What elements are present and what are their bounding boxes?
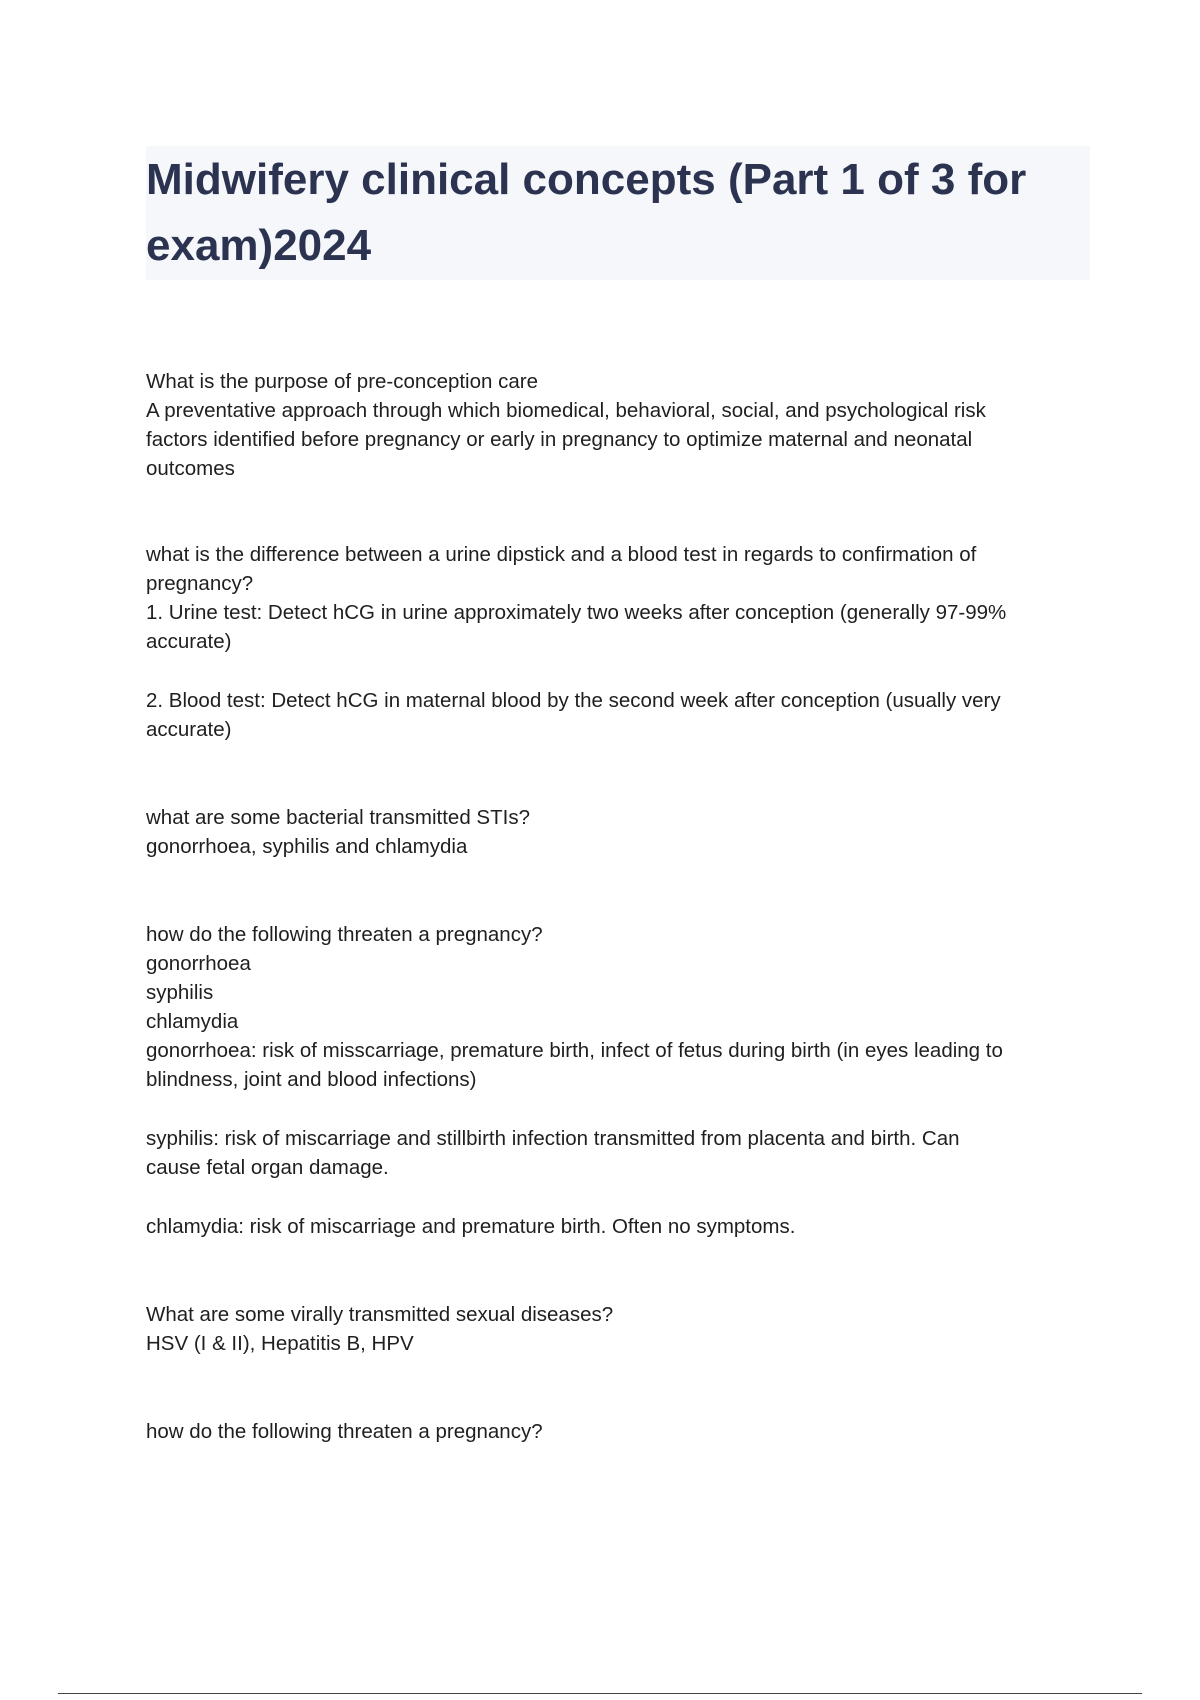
- answer-text: 1. Urine test: Detect hCG in urine approximately two weeks after conception (generally 97-99% accurate): [146, 601, 1007, 653]
- qa-item: [146, 920, 1090, 1241]
- qa-item: [146, 1300, 1090, 1358]
- footer-divider: [58, 1693, 1142, 1694]
- answer-text: gonorrhoea: risk of misscarriage, premature birth, infect of fetus during birth (in eyes leading to blindness, joint and blood infections): [146, 1039, 1003, 1091]
- page-title: Midwifery clinical concepts (Part 1 of 3 for exam)2024: [146, 155, 1027, 270]
- qa-item: [146, 1417, 1090, 1446]
- answer-text: 2. Blood test: Detect hCG in maternal blood by the second week after conception (usually very accurate): [146, 689, 1001, 741]
- question-text: What are some virally transmitted sexual diseases?: [146, 1303, 614, 1326]
- qa-content: [146, 367, 1090, 1446]
- question-text: What is the purpose of pre-conception care: [146, 370, 538, 393]
- answer-text: HSV (I & II), Hepatitis B, HPV: [146, 1332, 414, 1355]
- question-text: how do the following threaten a pregnancy? gonorrhoea syphilis chlamydia: [146, 923, 543, 1033]
- answer-text: syphilis: risk of miscarriage and stillbirth infection transmitted from placenta and birth. Can cause fetal organ damage.: [146, 1127, 960, 1179]
- question-text: how do the following threaten a pregnancy?: [146, 1420, 543, 1443]
- answer-text: A preventative approach through which biomedical, behavioral, social, and psychological risk factors identified before pregnancy or early in pregnancy to optimize maternal and neonatal outcomes: [146, 399, 986, 480]
- qa-item: [146, 367, 1090, 483]
- qa-item: [146, 803, 1090, 861]
- qa-item: [146, 540, 1090, 744]
- answer-text: gonorrhoea, syphilis and chlamydia: [146, 835, 468, 858]
- question-text: what is the difference between a urine dipstick and a blood test in regards to confirmation of pregnancy?: [146, 543, 977, 595]
- title-banner: [146, 146, 1090, 280]
- answer-text: chlamydia: risk of miscarriage and premature birth. Often no symptoms.: [146, 1215, 796, 1238]
- question-text: what are some bacterial transmitted STIs?: [146, 806, 530, 829]
